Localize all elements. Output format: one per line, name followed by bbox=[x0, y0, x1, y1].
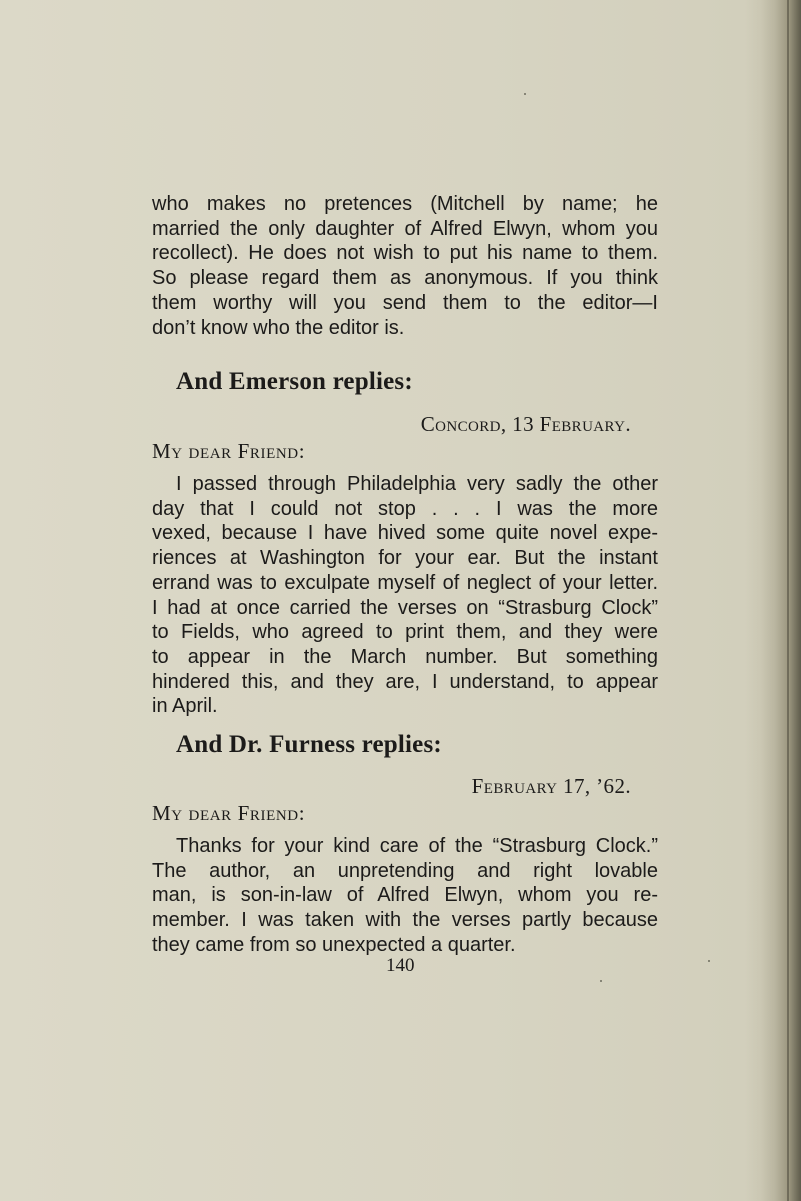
section-heading-emerson: And Emerson replies: bbox=[176, 368, 413, 395]
text-line: riences at Washington for your ear. But the instant bbox=[152, 547, 658, 570]
text-line: The author, an unpretending and right lovable bbox=[152, 859, 658, 882]
text-line: errand was to exculpate myself of neglect of your letter. bbox=[152, 571, 658, 594]
text-line: member. I was taken with the verses partly because bbox=[152, 909, 658, 932]
furness-letter-body bbox=[152, 834, 658, 958]
text-line: man, is son-in-law of Alfred Elwyn, whom you re- bbox=[152, 884, 658, 907]
text-line: them worthy will you send them to the editor—I bbox=[152, 291, 658, 314]
letter-salutation: My dear Friend: bbox=[152, 801, 306, 825]
section-heading-furness: And Dr. Furness replies: bbox=[176, 731, 442, 758]
text-line: Thanks for your kind care of the “Strasburg Clock.” bbox=[176, 835, 658, 857]
text-line: vexed, because I have hived some quite novel expe- bbox=[152, 522, 658, 545]
text-line: to Fields, who agreed to print them, and they were bbox=[152, 621, 658, 644]
text-line: to appear in the March number. But something bbox=[152, 645, 658, 668]
opening-paragraph bbox=[152, 192, 658, 340]
letter-dateline: February 17, ’62. bbox=[471, 774, 631, 798]
text-line: I had at once carried the verses on “Strasburg Clock” bbox=[152, 596, 658, 619]
text-line: they came from so unexpected a quarter. bbox=[152, 933, 516, 956]
page-number: 140 bbox=[386, 955, 415, 976]
paper-speck bbox=[600, 980, 602, 982]
text-line: in April. bbox=[152, 695, 218, 718]
paper-speck bbox=[708, 960, 710, 962]
page-edge-shadow bbox=[761, 0, 801, 1201]
text-line: married the only daughter of Alfred Elwyn, whom you bbox=[152, 217, 658, 240]
text-line: hindered this, and they are, I understand, to appear bbox=[152, 670, 658, 693]
text-line: don’t know who the editor is. bbox=[152, 316, 405, 339]
text-line: I passed through Philadelphia very sadly the other bbox=[176, 473, 658, 495]
letter-dateline: Concord, 13 February. bbox=[420, 412, 631, 436]
text-line: day that I could not stop . . . I was the more bbox=[152, 497, 658, 520]
page-edge-line bbox=[787, 0, 789, 1201]
letter-salutation: My dear Friend: bbox=[152, 439, 306, 463]
text-line: who makes no pretences (Mitchell by name; he bbox=[152, 193, 658, 215]
text-line: So please regard them as anonymous. If you think bbox=[152, 267, 658, 290]
text-line: recollect). He does not wish to put his name to them. bbox=[152, 242, 658, 265]
emerson-letter-body bbox=[152, 472, 658, 719]
paper-speck bbox=[524, 93, 526, 95]
